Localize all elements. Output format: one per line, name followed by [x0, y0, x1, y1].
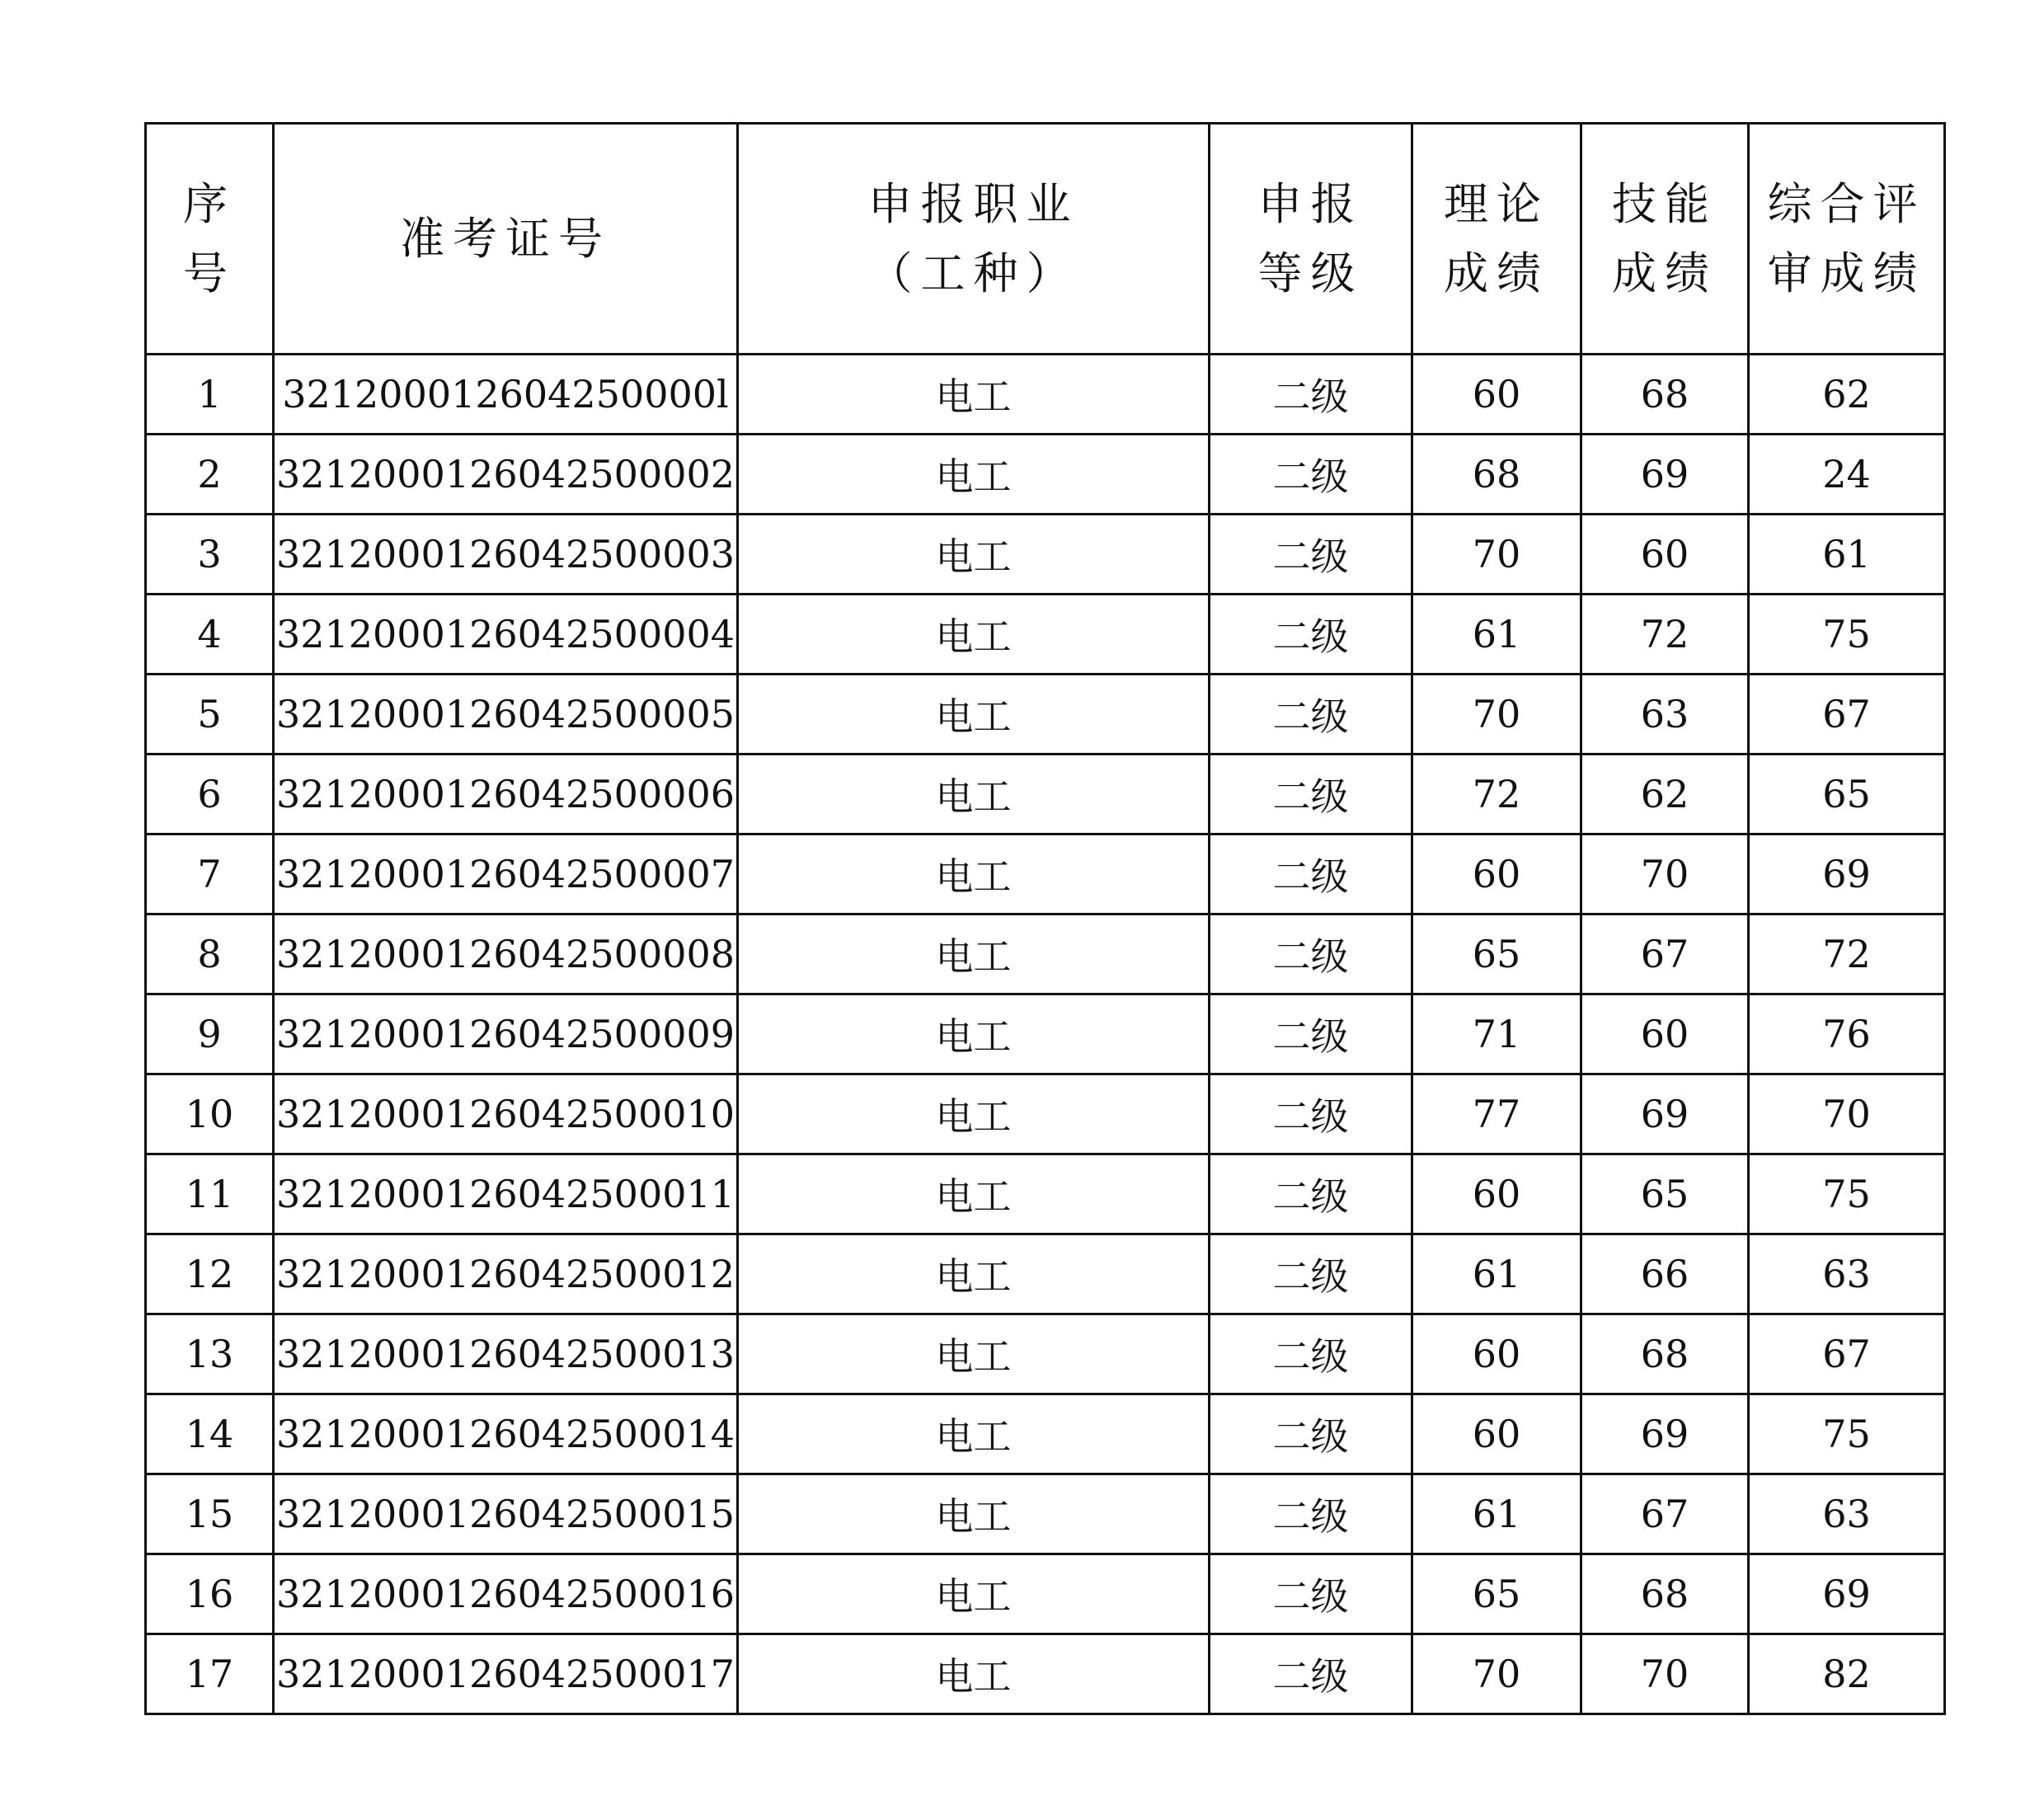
cell-skill: 68	[1581, 1314, 1749, 1394]
cell-ticket: 3212000126042500015	[274, 1474, 738, 1554]
cell-ticket: 3212000126042500016	[274, 1554, 738, 1634]
cell-theory: 61	[1412, 1474, 1581, 1554]
cell-ticket: 3212000126042500017	[274, 1634, 738, 1714]
cell-index: 12	[146, 1234, 274, 1314]
cell-skill: 70	[1581, 834, 1749, 914]
header-occupation	[738, 124, 1210, 355]
cell-index: 15	[146, 1474, 274, 1554]
cell-review: 75	[1749, 595, 1945, 675]
cell-theory: 60	[1412, 1154, 1581, 1234]
cell-index: 8	[146, 914, 274, 994]
cell-theory: 72	[1412, 755, 1581, 834]
cell-review: 69	[1749, 834, 1945, 914]
cell-skill: 69	[1581, 1394, 1749, 1474]
header-occupation-line-2: （工种）	[867, 247, 1079, 299]
cell-index: 5	[146, 675, 274, 755]
cell-index: 3	[146, 515, 274, 595]
header-index-line-1: 序	[183, 177, 236, 230]
table-row	[146, 755, 1945, 834]
cell-occupation: 电工	[738, 435, 1210, 515]
cell-occupation: 电工	[738, 1154, 1210, 1234]
header-index	[146, 124, 274, 355]
cell-ticket: 3212000126042500004	[274, 595, 738, 675]
header-review	[1749, 124, 1945, 355]
cell-index: 16	[146, 1554, 274, 1634]
table-row	[146, 1394, 1945, 1474]
cell-skill: 67	[1581, 914, 1749, 994]
table-row	[146, 1234, 1945, 1314]
cell-ticket: 3212000126042500008	[274, 914, 738, 994]
header-skill-line-1: 技能	[1612, 177, 1717, 230]
cell-skill: 69	[1581, 1074, 1749, 1154]
cell-level: 二级	[1210, 515, 1412, 595]
cell-review: 61	[1749, 515, 1945, 595]
cell-theory: 61	[1412, 1234, 1581, 1314]
table-row	[146, 1634, 1945, 1714]
cell-theory: 61	[1412, 595, 1581, 675]
header-level-line-2: 等级	[1257, 247, 1364, 299]
cell-level: 二级	[1210, 435, 1412, 515]
cell-theory: 70	[1412, 675, 1581, 755]
cell-skill: 68	[1581, 1554, 1749, 1634]
cell-skill: 70	[1581, 1634, 1749, 1714]
cell-level: 二级	[1210, 1314, 1412, 1394]
cell-ticket: 3212000126042500005	[274, 675, 738, 755]
table-row	[146, 435, 1945, 515]
cell-review: 75	[1749, 1154, 1945, 1234]
cell-theory: 71	[1412, 994, 1581, 1074]
cell-review: 69	[1749, 1554, 1945, 1634]
cell-level: 二级	[1210, 1554, 1412, 1634]
cell-level: 二级	[1210, 675, 1412, 755]
cell-skill: 63	[1581, 675, 1749, 755]
cell-occupation: 电工	[738, 834, 1210, 914]
header-theory-line-1: 理论	[1444, 177, 1549, 230]
cell-theory: 70	[1412, 515, 1581, 595]
cell-skill: 69	[1581, 435, 1749, 515]
table-header	[146, 124, 1945, 355]
cell-review: 67	[1749, 675, 1945, 755]
cell-level: 二级	[1210, 1234, 1412, 1314]
cell-theory: 60	[1412, 1394, 1581, 1474]
cell-theory: 60	[1412, 834, 1581, 914]
header-review-line-1: 综合评	[1767, 177, 1926, 230]
table-row	[146, 1074, 1945, 1154]
header-ticket-line-1: 准考证号	[400, 212, 611, 265]
cell-index: 1	[146, 355, 274, 435]
cell-occupation: 电工	[738, 755, 1210, 834]
table-row	[146, 515, 1945, 595]
table-row	[146, 1314, 1945, 1394]
cell-level: 二级	[1210, 1074, 1412, 1154]
cell-ticket: 3212000126042500003	[274, 515, 738, 595]
cell-theory: 70	[1412, 1634, 1581, 1714]
header-theory-line-2: 成绩	[1444, 247, 1549, 299]
cell-occupation: 电工	[738, 1074, 1210, 1154]
table-row	[146, 914, 1945, 994]
cell-occupation: 电工	[738, 1474, 1210, 1554]
cell-occupation: 电工	[738, 994, 1210, 1074]
table-row	[146, 355, 1945, 435]
cell-skill: 65	[1581, 1154, 1749, 1234]
cell-occupation: 电工	[738, 355, 1210, 435]
cell-occupation: 电工	[738, 675, 1210, 755]
cell-index: 17	[146, 1634, 274, 1714]
table-row	[146, 994, 1945, 1074]
cell-ticket: 3212000126042500002	[274, 435, 738, 515]
header-row	[146, 124, 1945, 355]
cell-ticket: 3212000126042500011	[274, 1154, 738, 1234]
cell-index: 9	[146, 994, 274, 1074]
cell-review: 75	[1749, 1394, 1945, 1474]
cell-index: 14	[146, 1394, 274, 1474]
cell-ticket: 3212000126042500007	[274, 834, 738, 914]
cell-review: 63	[1749, 1234, 1945, 1314]
cell-level: 二级	[1210, 994, 1412, 1074]
cell-ticket: 3212000126042500013	[274, 1314, 738, 1394]
cell-level: 二级	[1210, 1634, 1412, 1714]
cell-review: 65	[1749, 755, 1945, 834]
cell-index: 11	[146, 1154, 274, 1234]
header-level	[1210, 124, 1412, 355]
header-review-line-2: 审成绩	[1767, 247, 1926, 299]
score-table	[144, 122, 1946, 1715]
cell-occupation: 电工	[738, 914, 1210, 994]
header-skill-line-2: 成绩	[1612, 247, 1717, 299]
cell-review: 62	[1749, 355, 1945, 435]
cell-level: 二级	[1210, 755, 1412, 834]
cell-occupation: 电工	[738, 1634, 1210, 1714]
cell-review: 72	[1749, 914, 1945, 994]
cell-occupation: 电工	[738, 1394, 1210, 1474]
header-occupation-line-1: 申报职业	[867, 177, 1079, 230]
cell-occupation: 电工	[738, 1554, 1210, 1634]
cell-theory: 77	[1412, 1074, 1581, 1154]
header-level-line-1: 申报	[1257, 177, 1364, 230]
cell-theory: 68	[1412, 435, 1581, 515]
cell-index: 7	[146, 834, 274, 914]
cell-occupation: 电工	[738, 1314, 1210, 1394]
table-row	[146, 834, 1945, 914]
cell-skill: 66	[1581, 1234, 1749, 1314]
cell-theory: 65	[1412, 1554, 1581, 1634]
cell-theory: 60	[1412, 1314, 1581, 1394]
cell-index: 13	[146, 1314, 274, 1394]
header-skill	[1581, 124, 1749, 355]
header-theory	[1412, 124, 1581, 355]
cell-review: 76	[1749, 994, 1945, 1074]
cell-skill: 72	[1581, 595, 1749, 675]
cell-level: 二级	[1210, 834, 1412, 914]
cell-level: 二级	[1210, 914, 1412, 994]
cell-level: 二级	[1210, 595, 1412, 675]
table-row	[146, 1474, 1945, 1554]
cell-skill: 62	[1581, 755, 1749, 834]
cell-index: 6	[146, 755, 274, 834]
cell-level: 二级	[1210, 1154, 1412, 1234]
cell-index: 4	[146, 595, 274, 675]
cell-ticket: 3212000126042500014	[274, 1394, 738, 1474]
cell-review: 24	[1749, 435, 1945, 515]
cell-occupation: 电工	[738, 595, 1210, 675]
cell-level: 二级	[1210, 355, 1412, 435]
cell-skill: 60	[1581, 515, 1749, 595]
cell-skill: 60	[1581, 994, 1749, 1074]
table-row	[146, 595, 1945, 675]
cell-level: 二级	[1210, 1474, 1412, 1554]
cell-ticket: 321200012604250000l	[274, 355, 738, 435]
cell-index: 2	[146, 435, 274, 515]
cell-review: 67	[1749, 1314, 1945, 1394]
cell-theory: 65	[1412, 914, 1581, 994]
cell-index: 10	[146, 1074, 274, 1154]
table-row	[146, 1154, 1945, 1234]
cell-ticket: 3212000126042500012	[274, 1234, 738, 1314]
cell-ticket: 3212000126042500006	[274, 755, 738, 834]
table-row	[146, 675, 1945, 755]
cell-skill: 68	[1581, 355, 1749, 435]
table-body	[146, 355, 1945, 1714]
header-index-line-2: 号	[183, 247, 236, 299]
cell-occupation: 电工	[738, 1234, 1210, 1314]
cell-occupation: 电工	[738, 515, 1210, 595]
cell-review: 70	[1749, 1074, 1945, 1154]
cell-ticket: 3212000126042500010	[274, 1074, 738, 1154]
cell-review: 82	[1749, 1634, 1945, 1714]
cell-ticket: 3212000126042500009	[274, 994, 738, 1074]
cell-skill: 67	[1581, 1474, 1749, 1554]
cell-level: 二级	[1210, 1394, 1412, 1474]
header-ticket	[274, 124, 738, 355]
cell-review: 63	[1749, 1474, 1945, 1554]
table-row	[146, 1554, 1945, 1634]
cell-theory: 60	[1412, 355, 1581, 435]
